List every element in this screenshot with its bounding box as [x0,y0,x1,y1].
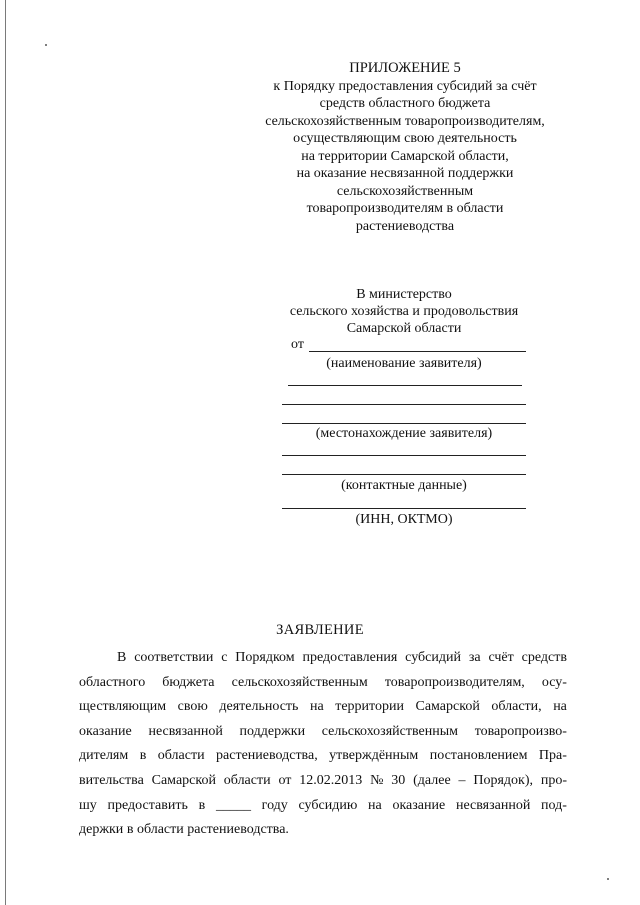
applicant-name-caption: (наименование заявителя) [326,356,482,371]
appendix-line: на территории Самарской области, [301,148,509,164]
body-line: держки в области растениеводства. [79,822,289,838]
appendix-line: на оказание несвязанной поддержки [296,166,514,181]
blank-line[interactable] [282,474,526,475]
appendix-line: товаропроизводителям в области [306,201,504,216]
scan-speck [45,44,47,46]
blank-line[interactable] [288,385,522,386]
blank-line[interactable] [282,508,526,509]
appendix-line: средств областного бюджета [319,96,491,111]
inn-oktmo-caption: (ИНН, ОКТМО) [355,512,453,527]
applicant-location-caption: (местонахождение заявителя) [315,426,493,441]
statement-body [79,646,567,843]
year-blank[interactable]: _____ [215,797,251,813]
addressee-line: Самарской области [346,321,462,336]
from-blank-line[interactable] [309,351,526,352]
appendix-line: растениеводства [355,218,455,234]
body-line: шу предоставить в _____ году субсидию на оказание несвязанной под- [79,794,567,819]
body-line: областного бюджета сельскохозяйственным товаропроизводителям, осу- [79,674,567,690]
body-line: оказание несвязанной поддержки сельскохозяйственным товаропроизво- [79,723,567,739]
addressee-line: сельского хозяйства и продовольствия [289,304,519,319]
document-heading: ЗАЯВЛЕНИЕ [276,622,364,638]
from-label: от [291,337,304,352]
blank-line[interactable] [282,455,526,456]
appendix-block [240,60,570,235]
body-line: В соответствии с Порядком предоставления субсидий за счёт средств [117,650,567,665]
addressee-block [270,286,538,337]
blank-line[interactable] [282,423,526,424]
appendix-line: осуществляющим свою деятельность [293,131,517,146]
from-field[interactable] [291,336,526,353]
body-line: вительства Самарской области от 12.02.2013 № 30 (далее – Порядок), про- [79,772,567,788]
contact-data-caption: (контактные данные) [341,478,467,493]
body-line: дителям в области растениеводства, утверждённым постановлением Пра- [79,748,567,764]
body-line: ществляющим свою деятельность на территории Самарской области, на [79,699,567,715]
appendix-line: сельскохозяйственным [336,183,474,199]
appendix-title: ПРИЛОЖЕНИЕ 5 [349,60,461,76]
blank-line[interactable] [282,404,526,405]
appendix-line: к Порядку предоставления субсидий за счёт [273,78,537,94]
scan-speck [607,878,609,880]
appendix-line: сельскохозяйственным товаропроизводителям, [265,113,545,129]
scan-left-edge [5,0,6,905]
addressee-line: В министерство [356,287,452,302]
